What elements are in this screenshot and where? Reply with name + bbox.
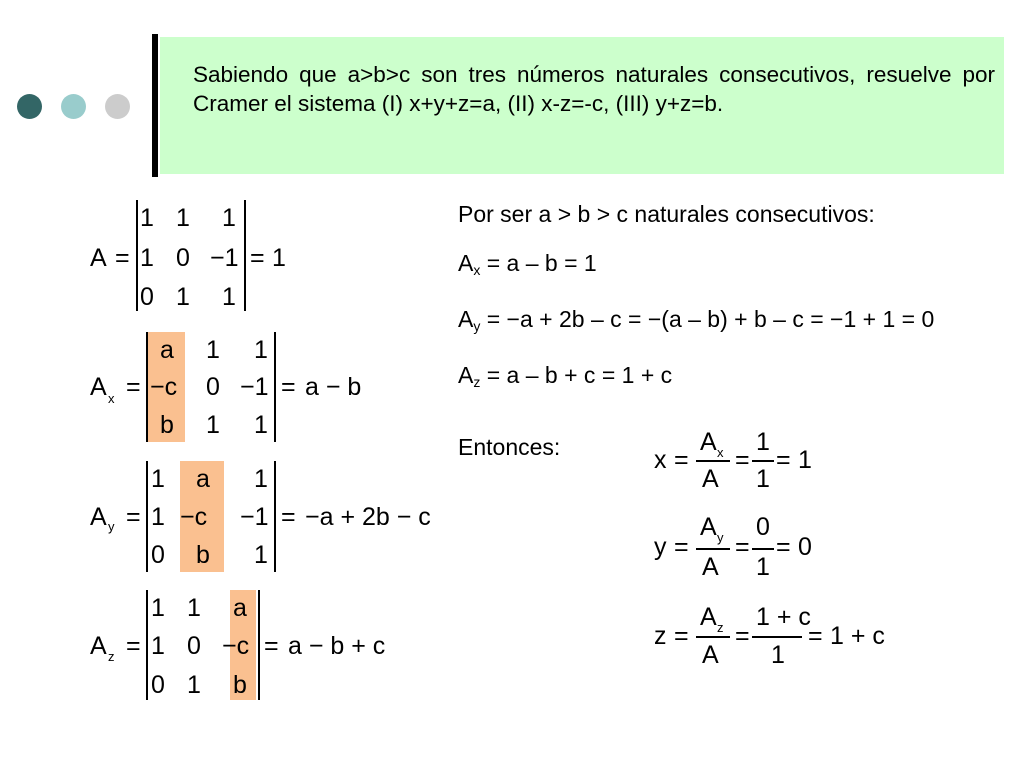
entonces-label: Entonces: xyxy=(458,434,561,460)
det-a-eq2: = xyxy=(250,244,265,272)
det-ay-cell: 0 xyxy=(151,541,165,569)
det-az-cell: 0 xyxy=(187,632,201,660)
det-ay-sub: y xyxy=(108,519,115,534)
det-ay-cell: −1 xyxy=(240,503,269,531)
det-ay-cell: 1 xyxy=(151,465,165,493)
sol-y-num1: A xyxy=(700,513,717,541)
sol-y-var: y xyxy=(654,533,667,561)
sol-z-eq2: = xyxy=(735,622,750,650)
det-ay-label: A xyxy=(90,503,107,531)
ax-equation: $A_x = a - b = 1$ xyxy=(458,250,597,278)
det-ax-cell: −1 xyxy=(240,373,269,401)
sol-z-den1: A xyxy=(702,641,719,669)
det-az-eq2: = xyxy=(264,632,279,660)
det-ay-eq2: = xyxy=(281,503,296,531)
sol-y-den2: 1 xyxy=(756,553,770,581)
det-ax-cell: 1 xyxy=(206,411,220,439)
det-ax-cell: −c xyxy=(150,373,178,401)
det-a-eq: = xyxy=(115,244,130,272)
sol-z-num1-sub: z xyxy=(717,620,724,635)
det-ay-cell: 1 xyxy=(254,465,268,493)
det-ax-cell: 1 xyxy=(254,336,268,364)
det-a-cell: 1 xyxy=(176,283,190,311)
det-ax-sub: x xyxy=(108,391,115,406)
sol-y-num1-sub: y xyxy=(717,530,724,545)
det-ay-right-bar xyxy=(274,461,276,572)
sol-x-eq1: = xyxy=(674,446,689,474)
det-az-eq: = xyxy=(126,632,141,660)
det-ay-cell: −c xyxy=(180,503,208,531)
sol-y-eq1: = xyxy=(674,533,689,561)
det-az-cell: 1 xyxy=(151,632,165,660)
decor-dot-gray xyxy=(105,94,130,119)
intro-text: Por ser a > b > c naturales consecutivos: xyxy=(458,201,875,227)
det-ax-label: A xyxy=(90,373,107,401)
det-a-left-bar xyxy=(136,200,138,311)
det-a-result: 1 xyxy=(272,244,286,272)
det-az-cell: −c xyxy=(222,632,250,660)
sol-x-fraction-bar-1 xyxy=(696,460,730,462)
sol-x-var: x xyxy=(654,446,667,474)
decor-dot-teal xyxy=(61,94,86,119)
sol-x-den1: A xyxy=(702,465,719,493)
sol-y-fraction-bar-1 xyxy=(696,548,730,550)
det-az-sub: z xyxy=(108,649,115,664)
det-a-cell: 1 xyxy=(176,204,190,232)
sol-x-den2: 1 xyxy=(756,465,770,493)
det-az-cell: 1 xyxy=(151,594,165,622)
det-ax-eq: = xyxy=(126,373,141,401)
det-ax-cell: a xyxy=(160,336,174,364)
sol-z-var: z xyxy=(654,622,667,650)
det-a-cell: −1 xyxy=(210,244,239,272)
sol-z-result: 1 + c xyxy=(830,622,885,650)
det-az-label: A xyxy=(90,632,107,660)
sol-y-fraction-bar-2 xyxy=(752,548,774,550)
sol-y-num2: 0 xyxy=(756,513,770,541)
det-ay-cell: b xyxy=(196,541,210,569)
sol-z-fraction-bar-1 xyxy=(696,636,730,638)
det-a-cell: 1 xyxy=(222,204,236,232)
ay-equation: $A_y = -a + 2b - c = -(a - b) + b - c = -1 + 1 = 0$ xyxy=(458,306,935,334)
det-ax-cell: 1 xyxy=(206,336,220,364)
det-ax-left-bar xyxy=(146,332,148,442)
det-az-left-bar xyxy=(146,590,148,700)
sol-x-num1-sub: x xyxy=(717,445,724,460)
det-az-result: a − b + c xyxy=(288,632,386,660)
sol-z-eq1: = xyxy=(674,622,689,650)
sol-x-fraction-bar-2 xyxy=(752,460,774,462)
det-ay-cell: 1 xyxy=(254,541,268,569)
sol-z-num1: A xyxy=(700,603,717,631)
sol-y-den1: A xyxy=(702,553,719,581)
sol-x-eq3: = xyxy=(776,446,791,474)
det-az-right-bar xyxy=(258,590,260,700)
det-ay-cell: a xyxy=(196,465,210,493)
sol-x-num2: 1 xyxy=(756,428,770,456)
det-a-label: A xyxy=(90,244,107,272)
det-ax-result: a − b xyxy=(305,373,362,401)
decor-dot-dark xyxy=(17,94,42,119)
det-ax-cell: b xyxy=(160,411,174,439)
det-az-cell: 0 xyxy=(151,671,165,699)
sol-y-result: 0 xyxy=(798,533,812,561)
det-ax-cell: 0 xyxy=(206,373,220,401)
det-ax-eq2: = xyxy=(281,373,296,401)
det-ay-left-bar xyxy=(146,461,148,572)
sol-y-eq2: = xyxy=(735,533,750,561)
det-a-right-bar xyxy=(244,200,246,311)
det-az-cell: b xyxy=(233,671,247,699)
az-equation: $A_z = a - b + c = 1 + c$ xyxy=(458,362,673,390)
sol-x-eq2: = xyxy=(735,446,750,474)
sol-y-eq3: = xyxy=(776,533,791,561)
det-ax-right-bar xyxy=(274,332,276,442)
sol-z-fraction-bar-2 xyxy=(752,636,802,638)
det-ay-eq: = xyxy=(126,503,141,531)
header-accent-bar xyxy=(152,34,158,177)
problem-statement: Sabiendo que a>b>c son tres números naturales consecutivos, resuelve por Cramer el sistema (I) x+y+z=a, (II) x-z=-c, (III) y+z=b. xyxy=(193,62,995,116)
sol-z-num2: 1 + c xyxy=(756,603,811,631)
sol-z-den2: 1 xyxy=(771,641,785,669)
det-a-cell: 1 xyxy=(140,204,154,232)
det-a-cell: 0 xyxy=(140,283,154,311)
det-az-cell: 1 xyxy=(187,594,201,622)
sol-x-num1: A xyxy=(700,428,717,456)
sol-z-eq3: = xyxy=(808,622,823,650)
det-a-cell: 1 xyxy=(140,244,154,272)
det-az-cell: 1 xyxy=(187,671,201,699)
det-a-cell: 0 xyxy=(176,244,190,272)
det-ay-result: −a + 2b − c xyxy=(305,503,431,531)
det-ay-cell: 1 xyxy=(151,503,165,531)
det-az-cell: a xyxy=(233,594,247,622)
det-a-cell: 1 xyxy=(222,283,236,311)
det-ax-cell: 1 xyxy=(254,411,268,439)
sol-x-result: 1 xyxy=(798,446,812,474)
